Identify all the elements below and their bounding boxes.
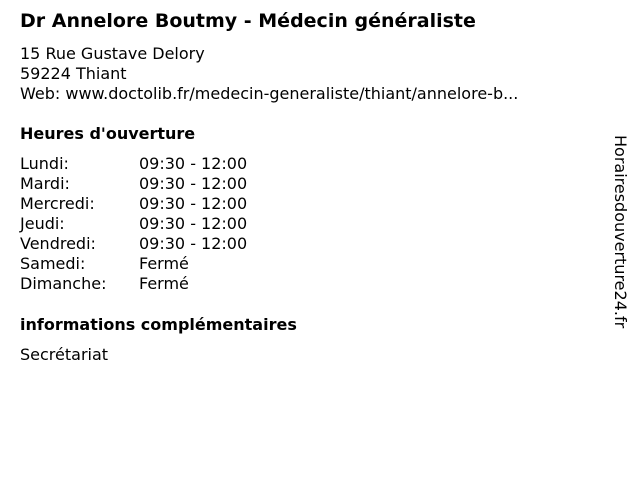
time-value: Fermé bbox=[139, 254, 189, 273]
day-label: Jeudi: bbox=[20, 214, 65, 233]
hours-row-friday bbox=[20, 234, 320, 254]
hours-row-saturday bbox=[20, 254, 320, 274]
address-block bbox=[20, 44, 518, 104]
day-label: Samedi: bbox=[20, 254, 86, 273]
site-watermark: Horairesdouverture24.fr bbox=[611, 135, 630, 329]
time-value: 09:30 - 12:00 bbox=[139, 194, 248, 213]
opening-hours-table bbox=[20, 154, 320, 294]
day-label: Mardi: bbox=[20, 174, 70, 193]
hours-row-monday bbox=[20, 154, 320, 174]
day-label: Vendredi: bbox=[20, 234, 96, 253]
hours-row-sunday bbox=[20, 274, 320, 294]
day-label: Lundi: bbox=[20, 154, 69, 173]
street-address: 15 Rue Gustave Delory bbox=[20, 44, 205, 63]
time-value: Fermé bbox=[139, 274, 189, 293]
time-value: 09:30 - 12:00 bbox=[139, 214, 248, 233]
hours-row-tuesday bbox=[20, 174, 320, 194]
day-label: Dimanche: bbox=[20, 274, 107, 293]
website-link[interactable]: Web: www.doctolib.fr/medecin-generaliste/thiant/annelore-b... bbox=[20, 84, 519, 103]
day-label: Mercredi: bbox=[20, 194, 95, 213]
additional-info-heading: informations complémentaires bbox=[20, 315, 297, 334]
hours-row-thursday bbox=[20, 214, 320, 234]
opening-hours-heading: Heures d'ouverture bbox=[20, 124, 196, 143]
city-postcode: 59224 Thiant bbox=[20, 64, 127, 83]
time-value: 09:30 - 12:00 bbox=[139, 234, 248, 253]
time-value: 09:30 - 12:00 bbox=[139, 174, 248, 193]
hours-row-wednesday bbox=[20, 194, 320, 214]
additional-info-text: Secrétariat bbox=[20, 345, 109, 364]
page-title: Dr Annelore Boutmy - Médecin généraliste bbox=[20, 10, 476, 32]
time-value: 09:30 - 12:00 bbox=[139, 154, 248, 173]
